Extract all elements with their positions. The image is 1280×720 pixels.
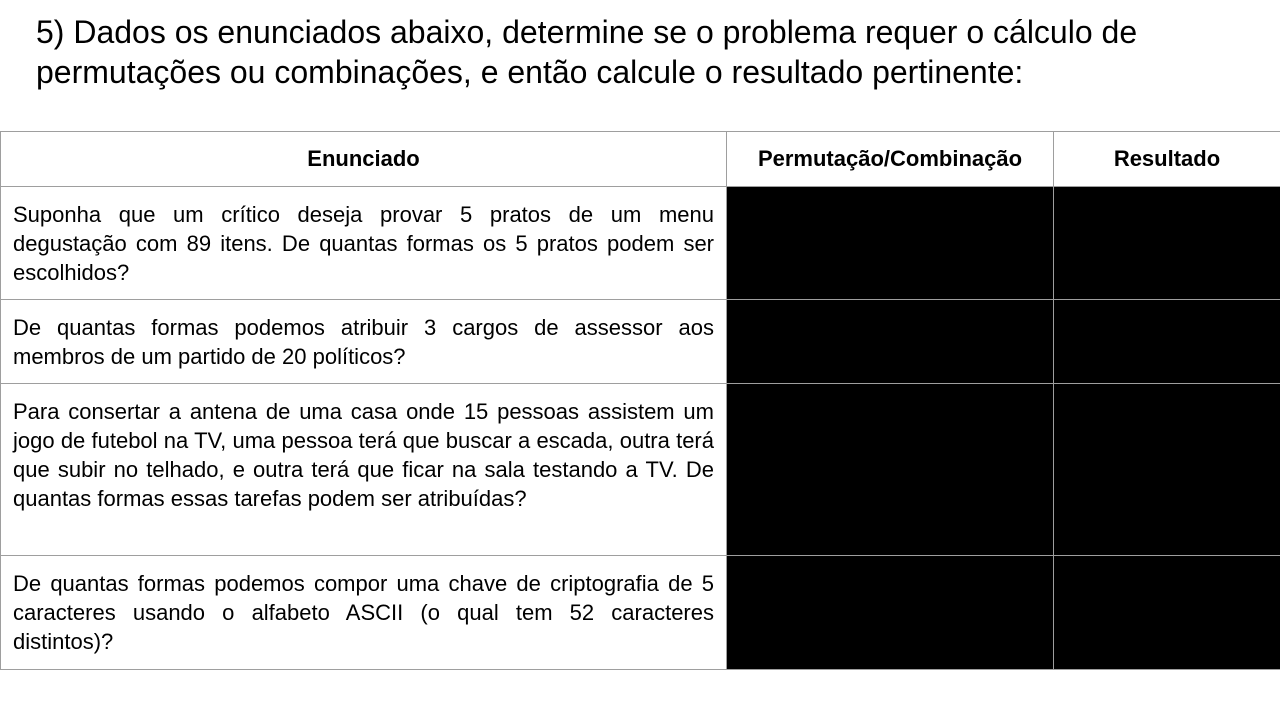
- redacted-type-cell: [727, 187, 1054, 300]
- redacted-result-cell: [1054, 556, 1280, 670]
- table-row: [1, 556, 1280, 670]
- table-row: [1, 187, 1280, 300]
- enunciado-cell: De quantas formas podemos atribuir 3 cargos de assessor aos membros de um partido de 20 políticos?: [1, 300, 727, 384]
- header-enunciado: Enunciado: [1, 132, 727, 187]
- table-header-row: [1, 132, 1280, 187]
- redacted-result-cell: [1054, 187, 1280, 300]
- redacted-type-cell: [727, 556, 1054, 670]
- table-row: [1, 384, 1280, 556]
- table-row: [1, 300, 1280, 384]
- enunciado-cell: Para consertar a antena de uma casa onde 15 pessoas assistem um jogo de futebol na TV, uma pessoa terá que buscar a escada, outra terá que subir no telhado, e outra terá que ficar na sala testando a TV. De quantas formas essas tarefas podem ser atribuídas?: [1, 384, 727, 556]
- redacted-type-cell: [727, 300, 1054, 384]
- enunciado-cell: Suponha que um crítico deseja provar 5 pratos de um menu degustação com 89 itens. De quantas formas os 5 pratos podem ser escolhidos?: [1, 187, 727, 300]
- header-permutacao-combinacao: Permutação/Combinação: [727, 132, 1054, 187]
- redacted-result-cell: [1054, 384, 1280, 556]
- exercise-title: 5) Dados os enunciados abaixo, determine se o problema requer o cálculo de permutações ou combinações, e então calcule o resultado pertinente:: [36, 14, 1138, 90]
- header-resultado: Resultado: [1054, 132, 1280, 187]
- enunciado-cell: De quantas formas podemos compor uma chave de criptografia de 5 caracteres usando o alfabeto ASCII (o qual tem 52 caracteres distintos)?: [1, 556, 727, 670]
- exercise-table: [0, 131, 1280, 670]
- redacted-type-cell: [727, 384, 1054, 556]
- redacted-result-cell: [1054, 300, 1280, 384]
